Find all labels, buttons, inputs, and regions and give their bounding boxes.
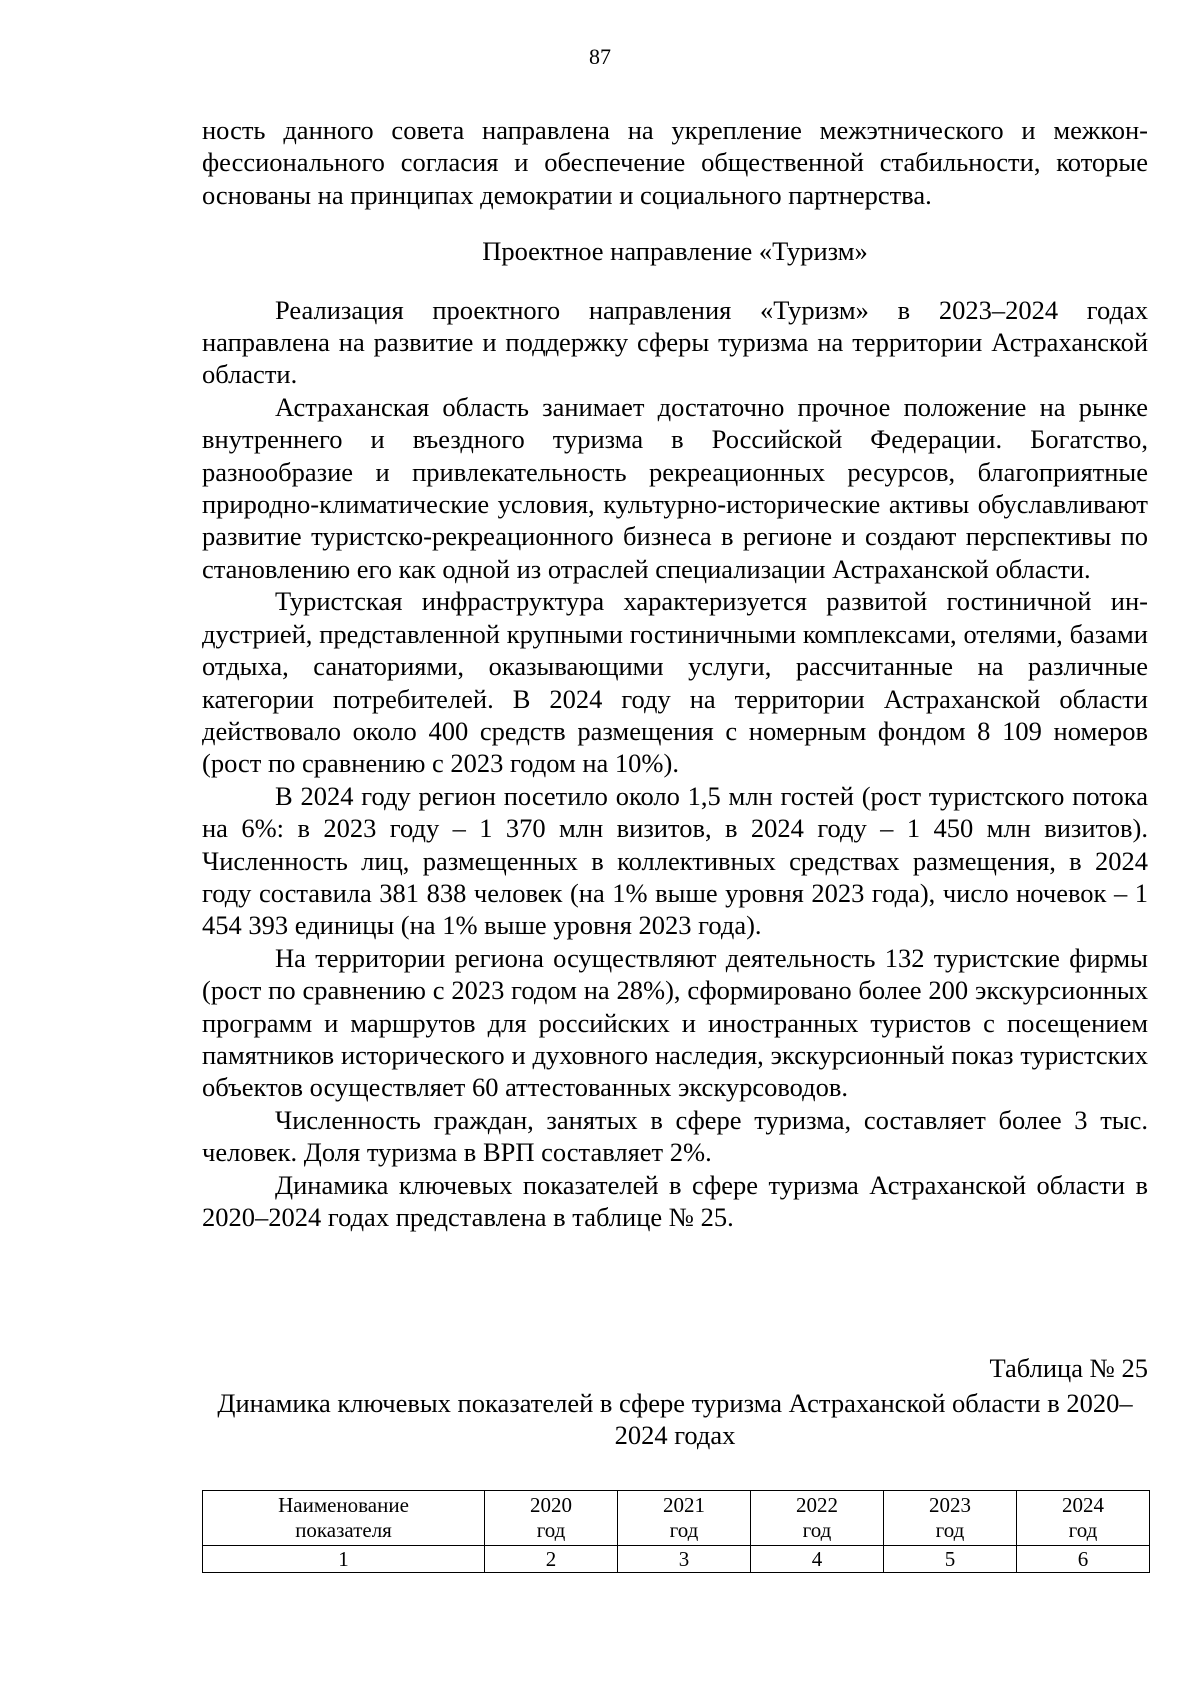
header-line: год [935, 1518, 965, 1542]
header-cell-2021 [618, 1491, 751, 1546]
column-number-cell: 2 [485, 1546, 618, 1573]
paragraph: Реализация проектного направления «Туризм» в 2023–2024 годах направлена на развитие и поддержку сферы туризма на территории Астраханской области. [202, 294, 1148, 390]
paragraph: Численность граждан, занятых в сфере туризма, составляет более 3 тыс. человек. Доля туризма в ВРП составляет 2%. [202, 1104, 1148, 1168]
table-column-number-row [203, 1546, 1150, 1573]
indicators-table [202, 1490, 1150, 1573]
section-heading: Проектное направление «Туризм» [482, 236, 868, 267]
paragraph: Астраханская область занимает достаточно прочное положение на рынке внутреннего и въездного туризма в Российской Федерации. Богатство, разнообразие и привлекательность рекреационных ресурсов, благоприятные природно-климатические условия, культурно-исторические активы обуславливают развитие туристско-рекреационного бизнеса в регионе и создают перспективы по становлению его как одной из отраслей специализации Астраханской области. [202, 391, 1148, 584]
header-line: 2024 [1061, 1493, 1104, 1517]
page-number: 87 [589, 44, 611, 69]
header-cell-2022 [751, 1491, 884, 1546]
header-line: год [669, 1518, 699, 1542]
paragraph: В 2024 году регион посетило около 1,5 млн гостей (рост туристского потока на 6%: в 2023 году – 1 370 млн визитов, в 2024 году – 1 450 млн визитов). Численность лиц, размещенных в коллективных средствах размещения, в 2024 году составила 381 838 человек (на 1% выше уровня 2023 года), число ночевок – 1 454 393 единицы (на 1% выше уровня 2023 года). [202, 780, 1148, 941]
header-line: 2022 [795, 1493, 838, 1517]
header-line: Наименование [278, 1493, 409, 1517]
intro-paragraph: ность данного совета направлена на укрепление межэтнического и межконфессионального согласия и обеспечение общественной стабильности, которые основаны на принципах демократии и социального партнерства. [202, 115, 1148, 210]
header-line: год [802, 1518, 832, 1542]
column-number-cell: 4 [751, 1546, 884, 1573]
column-number-cell: 6 [1016, 1546, 1149, 1573]
column-number-cell: 1 [203, 1546, 485, 1573]
header-line: показателя [295, 1518, 392, 1542]
header-cell-2024 [1016, 1491, 1149, 1546]
header-line: год [1068, 1518, 1098, 1542]
header-line: 2020 [530, 1493, 573, 1517]
document-body [202, 114, 1148, 1233]
header-line: год [536, 1518, 566, 1542]
paragraph: На территории региона осуществляют деятельность 132 туристские фирмы (рост по сравнению с 2023 годом на 28%), сформировано более 200 экскурсионных программ и маршрутов для российских и иностранных туристов с посещением памятников исторического и духовного наследия, экскурсионный показ туристских объектов осуществляет 60 аттестованных экскурсоводов. [202, 942, 1148, 1103]
table-header-row [203, 1491, 1150, 1546]
paragraph: Динамика ключевых показателей в сфере туризма Астраханской области в 2020–2024 годах представлена в таблице № 25. [202, 1169, 1148, 1232]
header-line: 2023 [928, 1493, 971, 1517]
column-number-cell: 5 [883, 1546, 1016, 1573]
table-number-label: Таблица № 25 [989, 1353, 1148, 1383]
header-cell-indicator [203, 1491, 485, 1546]
paragraph: Туристская инфраструктура характеризуется развитой гостиничной индустрией, представленной крупными гостиничными комплексами, отелями, базами отдыха, санаториями, оказывающими услуги, рассчитанные на различные категории потребителей. В 2024 году на территории Астраханской области действовало около 400 средств размещения с номерным фондом 8 109 номеров (рост по сравнению с 2023 годом на 10%). [202, 586, 1148, 779]
header-cell-2020 [485, 1491, 618, 1546]
header-line: 2021 [663, 1493, 705, 1517]
header-cell-2023 [883, 1491, 1016, 1546]
table-title: Динамика ключевых показателей в сфере туризма Астраханской области в 2020–2024 годах [217, 1388, 1133, 1450]
column-number-cell: 3 [618, 1546, 751, 1573]
